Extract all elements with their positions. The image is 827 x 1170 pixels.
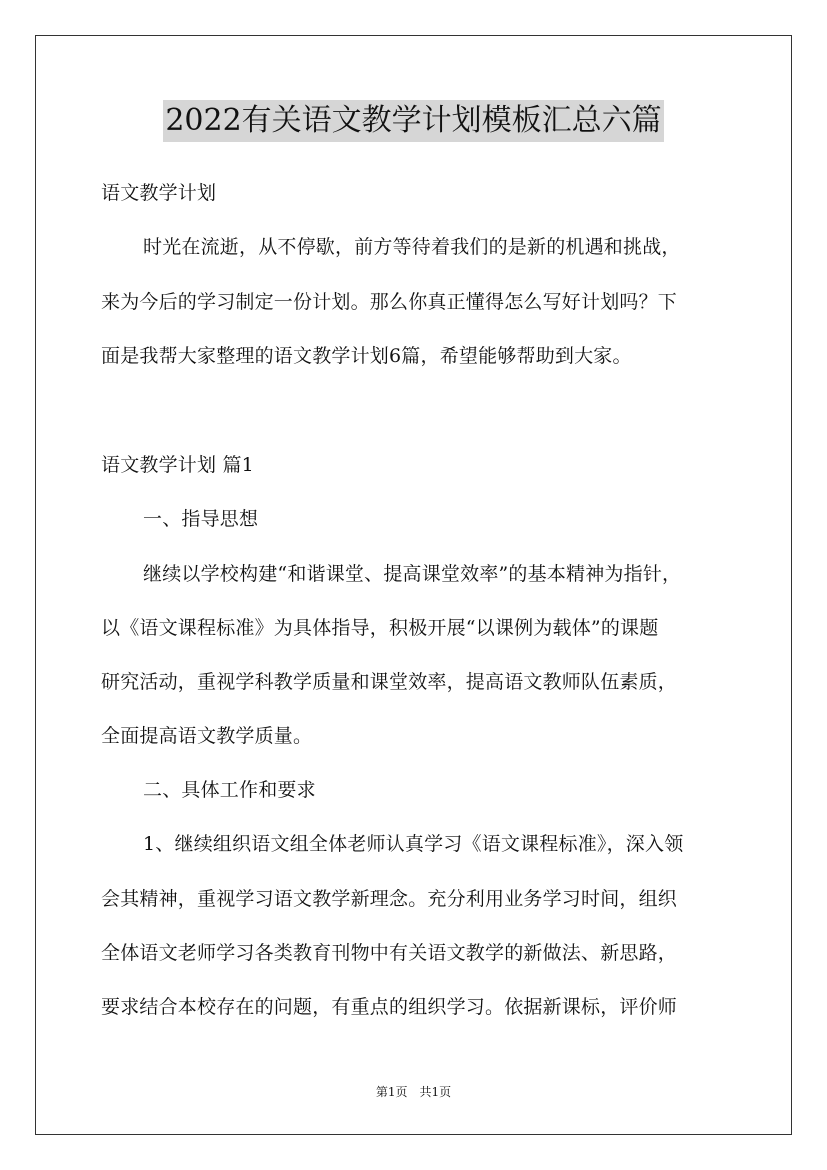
intro-line-3: 面是我帮大家整理的语文教学计划6篇，希望能够帮助到大家。 bbox=[101, 345, 632, 367]
paragraph-line: 1、继续组织语文组全体老师认真学习《语文课程标准》，深入领 bbox=[143, 833, 684, 855]
subheading-work-requirements: 二、具体工作和要求 bbox=[143, 779, 316, 801]
paragraph-line: 要求结合本校存在的问题，有重点的组织学习。依据新课标，评价师 bbox=[101, 996, 678, 1018]
subheading-guiding-ideology: 一、指导思想 bbox=[143, 508, 259, 530]
paragraph-line: 全体语文老师学习各类教育刊物中有关语文教学的新做法、新思路， bbox=[101, 942, 678, 964]
paragraph-line: 研究活动，重视学科教学质量和课堂效率，提高语文教师队伍素质， bbox=[101, 671, 678, 693]
plan-heading: 语文教学计划 篇1 bbox=[101, 454, 254, 476]
paragraph-line: 继续以学校构建“和谐课堂、提高课堂效率”的基本精神为指针， bbox=[143, 563, 682, 585]
intro-line-1: 时光在流逝，从不停歇，前方等待着我们的是新的机遇和挑战， bbox=[143, 236, 681, 258]
paragraph-line: 会其精神，重视学习语文教学新理念。充分利用业务学习时间，组织 bbox=[101, 888, 678, 910]
intro-line-2: 来为今后的学习制定一份计划。那么你真正懂得怎么写好计划吗？下 bbox=[101, 291, 678, 313]
page-number-footer: 第1页 共1页 bbox=[375, 1085, 452, 1099]
section-heading: 语文教学计划 bbox=[101, 182, 217, 204]
paragraph-line: 以《语文课程标准》为具体指导，积极开展“以课例为载体”的课题 bbox=[101, 617, 659, 639]
document-title bbox=[0, 100, 827, 142]
document-title-text: 2022有关语文教学计划模板汇总六篇 bbox=[163, 100, 663, 142]
paragraph-line: 全面提高语文教学质量。 bbox=[101, 725, 313, 747]
